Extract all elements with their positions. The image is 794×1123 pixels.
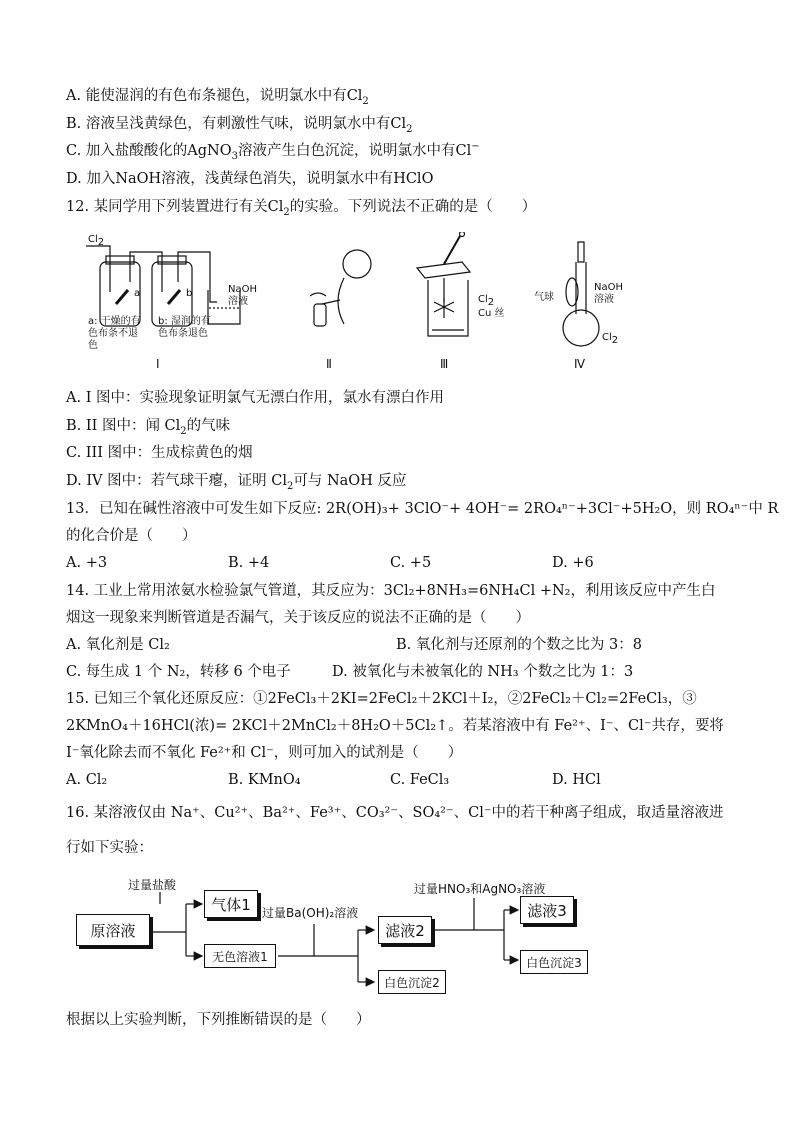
q13-stem-line1: 13．已知在碱性溶液中可发生如下反应: 2R(OH)₃+ 3ClO⁻+ 4OH⁻= 2RO₄ⁿ⁻+3Cl⁻+5H₂O，则 RO₄ⁿ⁻中 R: [66, 501, 779, 517]
box-gas-1: 气体1: [204, 890, 258, 918]
q14-option-a: A. 氧化剂是 Cl₂: [66, 637, 170, 653]
q15-option-b: B. KMnO₄: [228, 772, 301, 788]
flowchart: [74, 874, 634, 1004]
q14-option-c: C. 每生成 1 个 N₂，转移 6 个电子: [66, 664, 291, 680]
q13-option-a: A. +3: [66, 555, 108, 571]
q13-options: [66, 553, 726, 573]
box-filtrate-3: 滤液3: [520, 896, 574, 924]
apparatus-drawing: [82, 232, 642, 377]
box-original-solution: 原溶液: [76, 914, 150, 946]
label-excess-hno3-agno3: 过量HNO₃和AgNO₃溶液: [414, 882, 546, 896]
q14-option-d: D. 被氧化与未被氧化的 NH₃ 个数之比为 1：3: [332, 664, 634, 680]
flowchart-lines: [74, 874, 634, 1004]
q15-option-c: C. FeCl₃: [390, 772, 450, 788]
q13-stem-line2: 的化合价是（ ）: [66, 528, 197, 544]
q15-stem-line1: 15. 已知三个氧化还原反应：①2FeCl₃＋2KI=2FeCl₂＋2KCl＋I₂，②2FeCl₂＋Cl₂=2FeCl₃，③: [66, 691, 697, 707]
q15-stem-line3: I⁻氧化除去而不氧化 Fe²⁺和 Cl⁻，则可加入的试剂是（ ）: [66, 745, 463, 761]
q12-option-d: D. IV 图中：若气球干瘪，证明 $Cl_2$可与 NaOH 反应: [66, 473, 407, 492]
label-excess-baoh2: 过量Ba(OH)₂溶液: [262, 906, 359, 920]
q16-stem-line2: 行如下实验：: [66, 840, 153, 856]
label-excess-hcl: 过量盐酸: [128, 878, 177, 892]
q11-option-b: B. 溶液呈浅黄绿色，有刺激性气味，说明氯水中有$Cl_2$: [66, 116, 413, 135]
box-filtrate-2: 滤液2: [378, 916, 432, 944]
q13-option-b: B. +4: [228, 555, 270, 571]
q14-stem-line1: 14. 工业上常用浓氨水检验氯气管道，其反应为：3Cl₂+8NH₃=6NH₄Cl +N₂，利用该反应中产生白: [66, 583, 716, 599]
q12-option-a: A. I 图中：实验现象证明氯气无漂白作用，氯水有漂白作用: [66, 390, 445, 406]
q12-option-c: C. III 图中：生成棕黄色的烟: [66, 445, 253, 461]
box-white-precipitate-2: 白色沉淀2: [378, 970, 446, 994]
q15-option-a: A. Cl₂: [66, 772, 108, 788]
q13-option-c: C. +5: [390, 555, 432, 571]
q11-option-c: C. 加入盐酸酸化的AgNO$_3$溶液产生白色沉淀，说明氯水中有Cl−: [66, 141, 480, 162]
q11-option-d: D. 加入NaOH溶液，浅黄绿色消失，说明氯水中有HClO: [66, 171, 434, 187]
q13-option-d: D. +6: [552, 555, 594, 571]
q15-options: [66, 770, 726, 790]
q12-stem: 12. 某同学用下列装置进行有关$Cl_2$的实验。下列说法不正确的是（ ）: [66, 199, 537, 218]
apparatus-figure: $Cl_2$ a b NaOH 溶液 a: 干燥的有 色布条不退 色 b: 湿润的有 色布条退色 Ⅰ Ⅱ Ⅲ Ⅳ $Cl_2$ Cu 丝 气球 NaOH 溶液 $Cl_2$: [82, 232, 642, 377]
q16-stem-line1: 16. 某溶液仅由 Na⁺、Cu²⁺、Ba²⁺、Fe³⁺、CO₃²⁻、SO₄²⁻、Cl⁻中的若干种离子组成，取适量溶液进: [66, 805, 724, 821]
q11-option-a: A. 能使湿润的有色布条褪色，说明氯水中有$Cl_2$: [66, 88, 369, 107]
q12-option-b: B. II 图中：闻 $Cl_2$的气味: [66, 418, 231, 437]
q14-stem-line2: 烟这一现象来判断管道是否漏气，关于该反应的说法不正确的是（ ）: [66, 610, 530, 626]
q16-prompt: 根据以上实验判断，下列推断错误的是（ ）: [66, 1012, 371, 1028]
q15-stem-line2: 2KMnO₄＋16HCl(浓)= 2KCl＋2MnCl₂＋8H₂O＋5Cl₂↑。若某溶液中有 Fe²⁺、I⁻、Cl⁻共存，要将: [66, 718, 724, 734]
q14-options-row1: [66, 635, 726, 655]
box-colorless-solution-1: 无色溶液1: [204, 944, 276, 968]
q14-option-b: B. 氧化剂与还原剂的个数之比为 3：8: [396, 637, 642, 653]
box-white-precipitate-3: 白色沉淀3: [520, 950, 588, 974]
q15-option-d: D. HCl: [552, 772, 601, 788]
q14-options-row2: [66, 662, 726, 682]
